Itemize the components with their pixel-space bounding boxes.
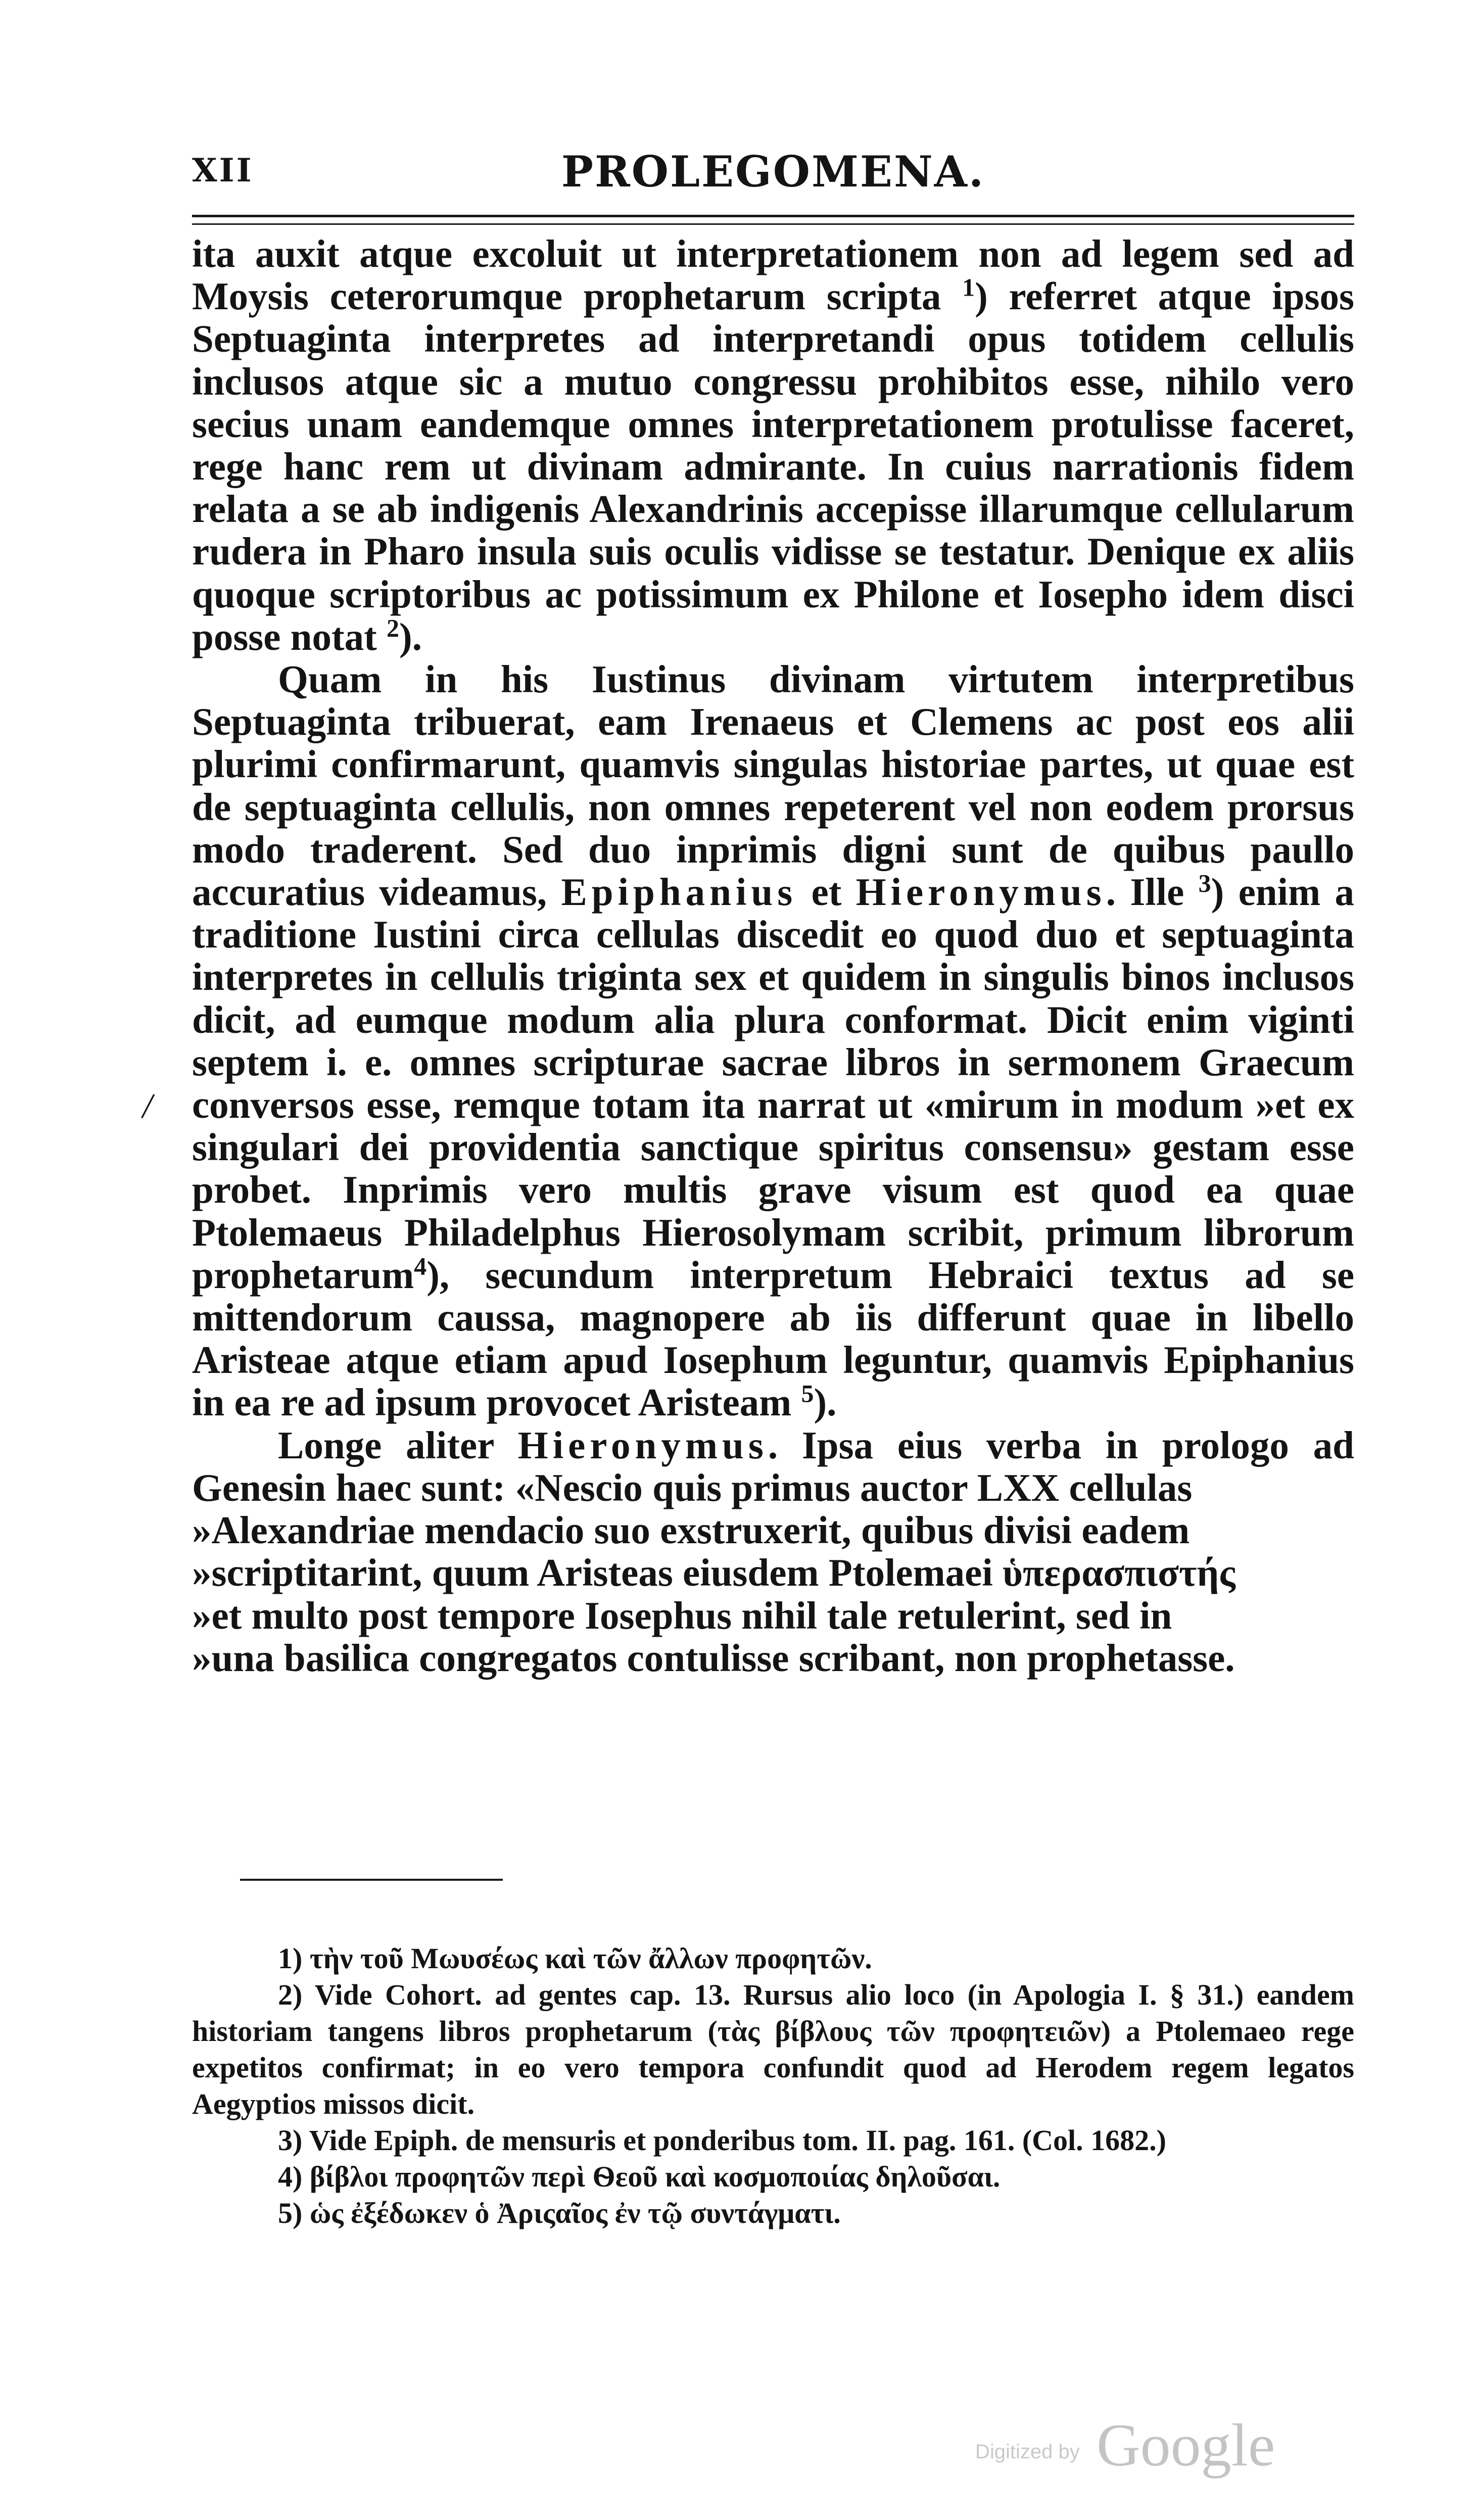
paragraph-1-text-b: ) referret atque ipsos Septuaginta interpretes ad interpretandi opus totidem cellulis inclusos atque sic a mutuo congressu prohibitos esse, nihilo vero secius unam eandemque omnes interpretationem protulisse faceret, rege hanc rem ut divinam admirante. In cuius narrationis fidem relata a se ab indigenis Alexandrinis accepisse illarumque cellularum rudera in Pharo insula suis oculis vidisse se testatur. Denique ex aliis quoque scriptoribus ac potissimum ex Philone et Iosepho idem disci posse notat (192, 274, 1354, 658)
name-epiphanius: Epiphanius (561, 870, 797, 914)
footnote-1-number: 1) (278, 1942, 303, 1975)
page-number: XII (192, 152, 254, 189)
paragraph-2-text-d: ) enim a traditione Iustini circa cellulas discedit eo quod duo et septuaginta interpretes in cellulis triginta sex et quidem in singulis binos inclusos dicit, ad eumque modum alia plura conformat. Dicit enim viginti septem i. e. omnes scripturae sacrae libros in sermonem Graecum conversos esse, remque totam ita narrat ut «mirum in modum »et ex singulari dei providentia sanctique spiritus consensu» gestam esse probet. Inprimis vero multis grave visum est quod ea quae Ptolemaeus Philadelphus Hierosolymam scribit, primum librorum prophetarum (192, 870, 1355, 1297)
paragraph-2 (192, 658, 1354, 1424)
paragraph-2-text-f: ). (814, 1381, 837, 1424)
footnote-2-text: Vide Cohort. ad gentes cap. 13. Rursus alio loco (in Apologia I. § 31.) eandem historiam tangens libros prophetarum (τὰς βίβλους τῶν προφητειῶν) a Ptolemaeo rege expetitos confirmat; in eo vero tempora confundit quod ad Herodem regem legatos Aegyptios missos dicit. (192, 1978, 1354, 2120)
footnote-3 (192, 2122, 1354, 2159)
header-rule (192, 215, 1354, 217)
footnote-4 (192, 2159, 1354, 2195)
footnote-4-text: βίβλοι προφητῶν περὶ Ѳεοῦ καὶ κοσμοποιίας δηλοῦσαι. (309, 2160, 1001, 2193)
footnote-2-number: 2) (278, 1978, 303, 2011)
paragraph-2-text-e: ), secundum interpretum Hebraici textus ad se mittendorum caussa, magnopere ab iis differunt quae in libello Aristeae atque etiam apud Iosephum leguntur, quamvis Epiphanius in ea re ad ipsum provocet Aristeam (192, 1253, 1354, 1424)
header-rule-secondary (192, 223, 1354, 225)
running-head (192, 147, 1354, 207)
running-title: PROLEGOMENA. (561, 147, 985, 197)
footnote-4-number: 4) (278, 2160, 303, 2193)
paragraph-1-text-a: ita auxit atque excoluit ut interpretationem non ad legem sed ad Moysis ceterorumque prophetarum scripta (192, 232, 1354, 318)
quote-line-5: »una basilica congregatos contulisse scribant, non prophetasse. (192, 1636, 1235, 1680)
footnote-ref-1: 1 (962, 273, 975, 302)
paragraph-3 (192, 1424, 1354, 1509)
paragraph-2-text-a: Quam in his Iustinus divinam virtutem interpretibus Septuaginta tribuerat, eam Irenaeus et Clemens ac post eos alii plurimi confirmarunt, quamvis singulas historiae partes, ut quae est de septuaginta cellulis, non omnes repeterent vel non eodem prorsus modo traderent. Sed duo inprimis digni sunt de quibus paullo accuratius videamus, (192, 657, 1354, 914)
digitized-watermark (975, 2411, 1329, 2479)
footnote-1 (192, 1940, 1354, 1977)
footnotes (192, 1940, 1354, 2231)
name-hieronymus: Hieronymus (855, 870, 1106, 914)
quote-line-3: »scriptitarint, quum Aristeas eiusdem Ptolemaei ὑπερασπιστής (192, 1551, 1235, 1595)
paragraph-3-text-a: Longe aliter (278, 1423, 518, 1467)
paragraph-2-text-c: . Ille (1106, 870, 1199, 914)
footnote-5 (192, 2195, 1354, 2231)
footnote-3-text: Vide Epiph. de mensuris et ponderibus tom. II. pag. 161. (Col. 1682.) (309, 2124, 1166, 2157)
footnote-ref-4: 4 (414, 1252, 427, 1280)
footnote-5-text: ὡς ἐξέδωκεν ὁ Ἀριςαῖος ἐν τῷ συντάγματι. (309, 2197, 841, 2229)
margin-mark: / (142, 1087, 153, 1126)
paragraph-1-text-c: ). (399, 614, 422, 658)
paragraph-2-text-b: et (797, 870, 856, 914)
quote-line-2: »Alexandriae mendacio suo exstruxerit, quibus divisi eadem (192, 1508, 1190, 1552)
footnote-5-number: 5) (278, 2197, 303, 2229)
watermark-caption: Digitized by (975, 2441, 1080, 2463)
footnote-ref-2: 2 (387, 613, 400, 642)
footnote-3-number: 3) (278, 2124, 303, 2157)
footnote-1-text: τὴν τοῦ Μωυσέως καὶ τῶν ἄλλων προφητῶν. (309, 1942, 872, 1975)
footnote-2 (192, 1977, 1354, 2122)
footnote-rule (240, 1879, 503, 1881)
paragraph-3-text-b: . Ipsa eius verba in prologo ad Genesin haec sunt: «Nescio quis primus auctor LXX cellulas (192, 1423, 1354, 1509)
footnote-ref-5: 5 (801, 1379, 814, 1408)
watermark-brand: Google (1097, 2411, 1275, 2479)
body-text (192, 232, 1354, 1679)
paragraph-1 (192, 232, 1354, 658)
quote-line-4: »et multo post tempore Iosephus nihil tale retulerint, sed in (192, 1593, 1172, 1637)
footnote-ref-3: 3 (1198, 869, 1211, 897)
name-hieronymus-2: Hieronymus (517, 1423, 768, 1467)
